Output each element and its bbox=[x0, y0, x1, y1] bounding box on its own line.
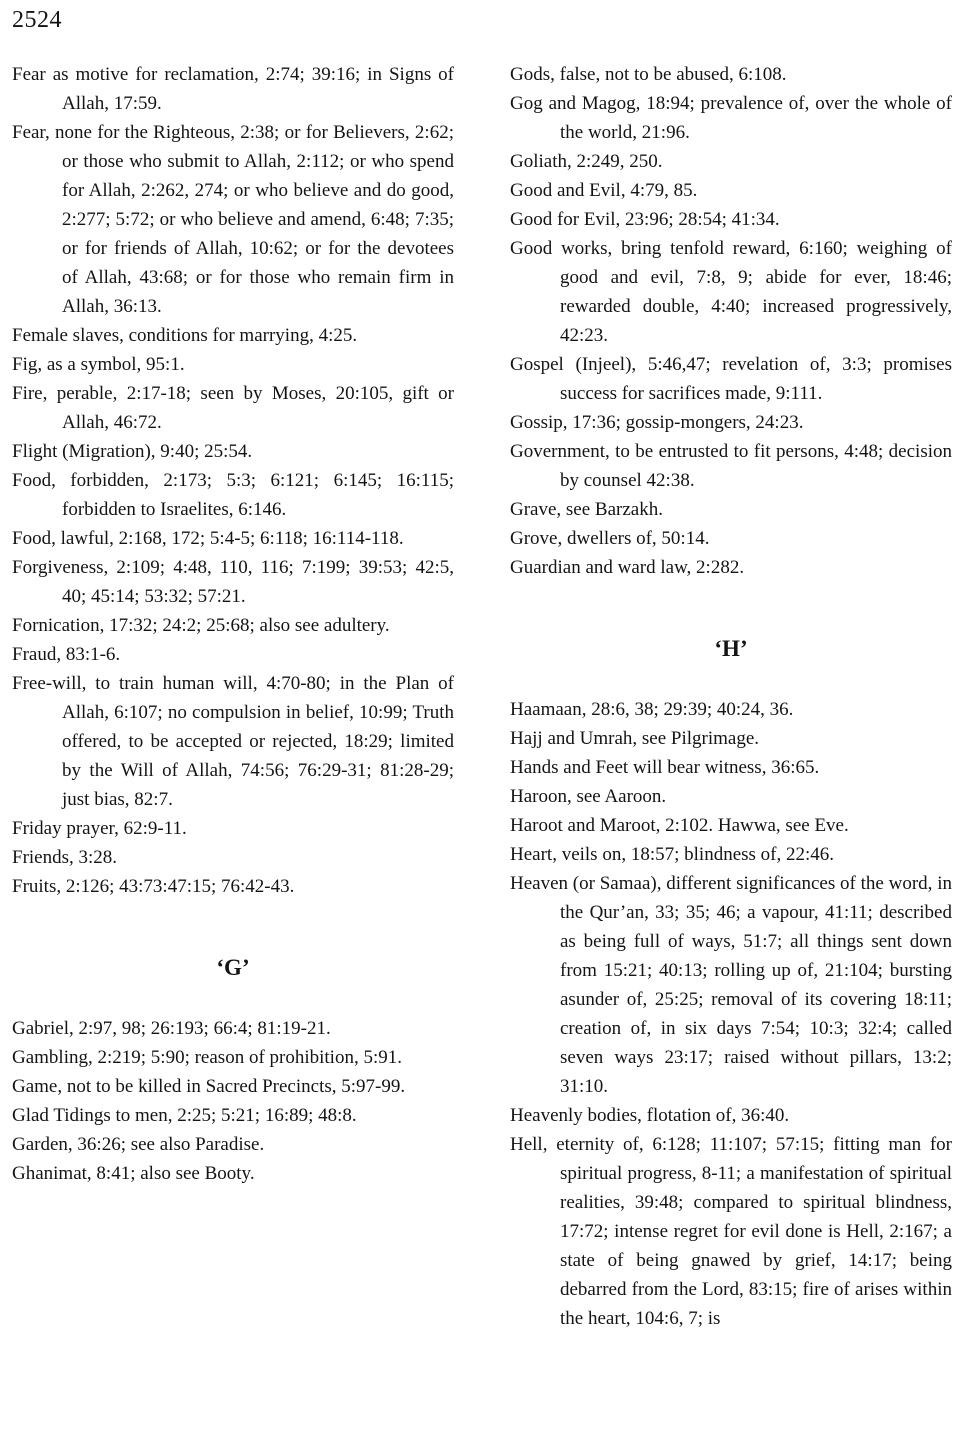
index-entry: Heavenly bodies, flotation of, 36:40. bbox=[510, 1105, 790, 1126]
index-entry: Hell, eternity of, 6:128; 11:107; 57:15; fitting man for spiritual progress, 8-11; a manifestation of spiritual realities, 39:48; compared to spiritual blindness, 17:72; intense regret for evil done is Hell, 2:167; a state of being gnawed by grief, 14:17; being debarred from the Lord, 83:15; fire of arises within the heart, 104:6, 7; is bbox=[510, 1134, 952, 1329]
index-entry: Good and Evil, 4:79, 85. bbox=[510, 180, 698, 201]
index-entry: Friday prayer, 62:9-11. bbox=[12, 818, 187, 839]
index-entry: Fear, none for the Righteous, 2:38; or for Believers, 2:62; or those who submit to Allah, 2:112; or who spend for Allah, 2:262, 274; or who believe and do good, 2:277; 5:72; or who believe and amend, 6:48; 7:35; or for friends of Allah, 10:62; or for the devotees of Allah, 43:68; or for those who remain firm in Allah, 36:13. bbox=[12, 122, 454, 317]
index-entry: Good for Evil, 23:96; 28:54; 41:34. bbox=[510, 209, 780, 230]
index-entry: Fraud, 83:1-6. bbox=[12, 644, 121, 665]
index-entry: Fire, perable, 2:17-18; seen by Moses, 20:105, gift or Allah, 46:72. bbox=[12, 383, 454, 433]
index-entry: Gabriel, 2:97, 98; 26:193; 66:4; 81:19-21. bbox=[12, 1018, 331, 1039]
index-entry: Gog and Magog, 18:94; prevalence of, over the whole of the world, 21:96. bbox=[510, 93, 952, 143]
index-entry: Ghanimat, 8:41; also see Booty. bbox=[12, 1163, 255, 1184]
index-entry: Gods, false, not to be abused, 6:108. bbox=[510, 64, 787, 85]
index-columns bbox=[12, 60, 952, 1333]
index-entry: Fornication, 17:32; 24:2; 25:68; also see adultery. bbox=[12, 615, 390, 636]
index-entry: Food, forbidden, 2:173; 5:3; 6:121; 6:145; 16:115; forbidden to Israelites, 6:146. bbox=[12, 470, 454, 520]
index-entry: Fruits, 2:126; 43:73:47:15; 76:42-43. bbox=[12, 876, 295, 897]
page-number: 2524 bbox=[12, 7, 62, 33]
index-entry: Haroon, see Aaroon. bbox=[510, 786, 667, 807]
left-column bbox=[12, 60, 454, 1188]
index-entry: Haamaan, 28:6, 38; 29:39; 40:24, 36. bbox=[510, 699, 794, 720]
index-entry: Female slaves, conditions for marrying, 4:25. bbox=[12, 325, 358, 346]
index-entry: Hajj and Umrah, see Pilgrimage. bbox=[510, 728, 760, 749]
index-entry: Gospel (Injeel), 5:46,47; revelation of, 3:3; promises success for sacrifices made, 9:111. bbox=[510, 354, 952, 404]
index-entry: Garden, 36:26; see also Paradise. bbox=[12, 1134, 265, 1155]
index-entry: Fear as motive for reclamation, 2:74; 39:16; in Signs of Allah, 17:59. bbox=[12, 64, 454, 114]
index-entry: Good works, bring tenfold reward, 6:160; weighing of good and evil, 7:8, 9; abide for ever, 18:46; rewarded double, 4:40; increased progressively, 42:23. bbox=[510, 238, 952, 346]
index-entry: Heaven (or Samaa), different significances of the word, in the Qur’an, 33; 35; 46; a vapour, 41:11; described as being full of ways, 51:7; all things sent down from 15:21; 40:13; rolling up of, 21:104; bursting asunder of, 25:25; removal of its covering 18:11; creation of, in six days 7:54; 10:3; 32:4; called seven ways 23:17; raised without pillars, 13:2; 31:10. bbox=[510, 873, 952, 1097]
index-entry: Fig, as a symbol, 95:1. bbox=[12, 354, 185, 375]
index-entry: Glad Tidings to men, 2:25; 5:21; 16:89; 48:8. bbox=[12, 1105, 357, 1126]
index-entry: Grove, dwellers of, 50:14. bbox=[510, 528, 710, 549]
right-column bbox=[510, 60, 952, 1333]
index-entry: Gossip, 17:36; gossip-mongers, 24:23. bbox=[510, 412, 804, 433]
index-entry: Grave, see Barzakh. bbox=[510, 499, 663, 520]
index-entry: Hands and Feet will bear witness, 36:65. bbox=[510, 757, 820, 778]
index-entry: Heart, veils on, 18:57; blindness of, 22:46. bbox=[510, 844, 835, 865]
index-entry: Goliath, 2:249, 250. bbox=[510, 151, 663, 172]
index-entry: Guardian and ward law, 2:282. bbox=[510, 557, 745, 578]
index-entry: Haroot and Maroot, 2:102. Hawwa, see Eve. bbox=[510, 815, 849, 836]
index-entry: Game, not to be killed in Sacred Precincts, 5:97-99. bbox=[12, 1076, 406, 1097]
index-entry: Forgiveness, 2:109; 4:48, 110, 116; 7:199; 39:53; 42:5, 40; 45:14; 53:32; 57:21. bbox=[12, 557, 454, 607]
index-entry: Flight (Migration), 9:40; 25:54. bbox=[12, 441, 253, 462]
index-entry: Free-will, to train human will, 4:70-80; in the Plan of Allah, 6:107; no compulsion in belief, 10:99; Truth offered, to be accepted or rejected, 18:29; limited by the Will of Allah, 74:56; 76:29-31; 81:28-29; just bias, 82:7. bbox=[12, 673, 454, 810]
section-heading: ‘G’ bbox=[216, 955, 250, 980]
index-entry: Food, lawful, 2:168, 172; 5:4-5; 6:118; 16:114-118. bbox=[12, 528, 404, 549]
index-entry: Gambling, 2:219; 5:90; reason of prohibition, 5:91. bbox=[12, 1047, 402, 1068]
section-heading: ‘H’ bbox=[714, 636, 748, 661]
index-entry: Government, to be entrusted to fit persons, 4:48; decision by counsel 42:38. bbox=[510, 441, 952, 491]
index-entry: Friends, 3:28. bbox=[12, 847, 118, 868]
